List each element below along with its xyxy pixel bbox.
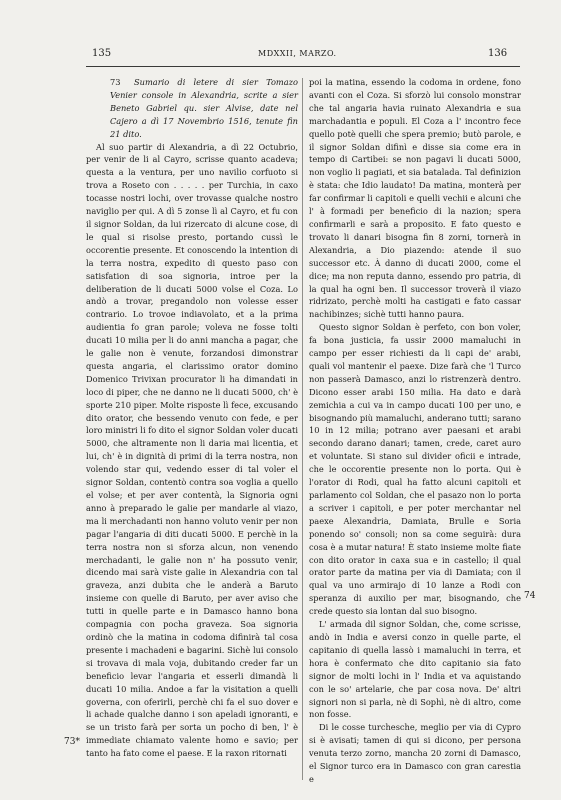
right-paragraph-2: Questo signor Soldan è perfeto, con bon voler, fa bona justicia, fa ussir 2000 mamaluchi in campo per esser richiesti da li capi de' arabi, quali vol mantenir el paexe. Dize farà che 'l Turco non passerà Damasco, anzi lo ristrenzerà dentro. Dicono esser arabi 150 milia. Ha dato e darà zemichia a cui va in campo ducati 100 per uno, e bisognando più mamaluchi, anderano tutti; sarano 10 in 12 milia; potrano aver paesani et arabi secondo darano danari; tamen, crede, caret auro et voluntate. Si stano sul divider oficii e intrade, che le occorentie presente non lo porta. Qui è l'orator di Rodi, qual ha fatto alcuni capitoli et parlamento col Soldan, che el pasazo non lo porta a scriver i capitoli, e per poter merchantar nel paexe Alexandria, Damiata, Brulle e Soria ponendo so' consoli; non sa come seguirà: dura cosa è a mutar natura! È stato insieme molte fiate con dito orator in caxa sua e in castello; il qual orator parte da matina per via di Damiata; con il qual va uno armirajo di 10 lanze a Rodi con speranza di auxilio per mar, bisognando, che crede questo sia lontan dal suo bisogno. — [309, 322, 521, 617]
right-paragraph-1: poi la matina, essendo la codoma in ordene, fono avanti con el Coza. Si sforzò lui consolo monstrar che tal angaria havia ruinato Alexandria e sua marchadantia e populi. El Coza a l' incontro fece quello potè quelli che spera premio; butò parole, e il signor Soldan difinì e disse sia come era in tempo di Cartibei: se non pagavi li ducati 5000, non voglio li pagiati, et sia batalada. Tal definizion è stata: che Idio laudato! Da matina, monterà per far confirmar li capitoli e quelli vechii e alcuni che l' à formadi per beneficio di la nazion; spera confirmarli e sarà a proposito. E fato questo e trovato li danari bisogna fin 8 zorni, tornerà in Alexandria, a Dio piazendo: atende il suo successor etc. À danno di ducati 2000, come el dice; ma non reputa danno, essendo pro patria, di la qual ha ogni ben. Il successor troverà il viazo ridrizato, perchè molti ha castigati e fato cassar nachibinzes; sichè tutti hanno paura. — [309, 77, 521, 320]
entry-title — [86, 76, 298, 141]
running-title: MDXXII, MARZO. — [258, 49, 337, 58]
marginal-number-left: 73* — [64, 737, 80, 747]
running-header — [0, 48, 561, 62]
right-page-number: 136 — [488, 48, 508, 59]
marginal-number-right: 74 — [524, 591, 536, 601]
entry-number: 73 — [110, 77, 121, 87]
left-page-number: 135 — [92, 48, 112, 59]
right-column — [309, 76, 521, 786]
entry-title-text: Sumario di letere di sier Tomazo Venier console in Alexandria, scrite a sier Beneto Gabriel qu. sier Alvise, date nel Cajero a dì 17 Novembrio 1516, tenute fin 21 dito. — [110, 77, 298, 139]
left-column — [86, 76, 298, 760]
left-paragraph: Al suo partir di Alexandria, a dì 22 Octubrio, per venir de li al Cayro, scrisse quanto acadeva; questa a la ventura, per uno navilio corfuoto si trova a Roseto con . . . . . per Turchia, in caxo tocasse nostri lochi, over trovasse qualche nostro naviglio per qui. A dì 5 zonse lì al Cayro, et fu con il signor Soldan, da lui rizercato di alcune cose, di le qual si risolse presto, portando cussì le occorentie presente. Et conoscendo la intention di la terra nostra, expedito di questo paso con satisfation di soa signoria, introe per la deliberation de li ducati 5000 volse el Coza. Lo andò a trovar, pregandolo non volesse esser contrario. Lo trovoe indiavolato, et a la prima audientia fo gran parole; voleva ne fosse tolti ducati 10 milia per li do anni mancha a pagar, che le galie non è venute, forzandosi dimonstrar questa angaria, el clarissimo orator domino Domenico Trivixan procurator li ha dimandati in loco di piper, che ne danno ne li ducati 5000, ch' è sporte 210 piper. Molte risposte lì fece, excusando dito orator, che bessendo venuto con fede, e per loro ministri li fo dito el signor Soldan voler ducati 5000, che altramente non li daria mai licentia, et lui, ch' è in dignità di primi di la terra nostra, non volendo star qui, vedendo esser di tal voler el signor Soldan, contentò contra soa voglia a quello el volse; et per aver contentà, la Signoria ogni anno à preparado le galie per mandarle al viazo, ma li merchadanti non hanno voluto venir per non pagar l'angaria di diti ducati 5000. E perchè in la terra nostra non si sforza alcun, non venendo merchadanti, le galie non n' ha possuto venir, dicendo mai sarà viste galie in Alexandria con tal graveza, anzi dubita che le anderà a Baruto insieme con quelle di Baruto, per aver aviso che tutti in quelle parte e in Damasco hanno bona compagnia con pocha graveza. Soa signoria ordinò che la matina in codoma difinirà tal cosa presente i machadeni e bagarini. Sichè lui consolo si trovava di mala voja, dubitando creder far un beneficio levar l'angaria et esserli dimandà li ducati 10 milia. Andoe a far la visitation a quelli governa, con oferirli, perchè chi fa el suo dover e li achade qualche danno i son apeladi ignoranti, e se un tristo farà per sorta un pocho di ben, l' è immediate chiamato valente homo e savio; per tanto ha fato come el paese. E la raxon ritornati — [86, 141, 299, 759]
right-paragraph-3: L' armada dil signor Soldan, che, come scrisse, andò in India e aversi conzo in quelle parte, el capitanio di quella lassò i mamaluchi in terra, et hora è confermato che dito capitanio sia fato signor de molti lochi in l' India et va aquistando con le so' artelarie, che par cosa nova. De' altri signori non si parla, nè di Sophì, nè di altro, come non fosse. — [309, 619, 521, 720]
right-paragraph-4: Di le cosse turchesche, meglio per via di Cypro si è avisati; tamen di qui si dicono, per persona venuta terzo zorno, mancha 20 zorni di Damasco, el Signor turco era in Damasco con gran carestia e — [309, 722, 521, 784]
header-rule — [86, 66, 520, 67]
column-divider — [302, 78, 303, 780]
